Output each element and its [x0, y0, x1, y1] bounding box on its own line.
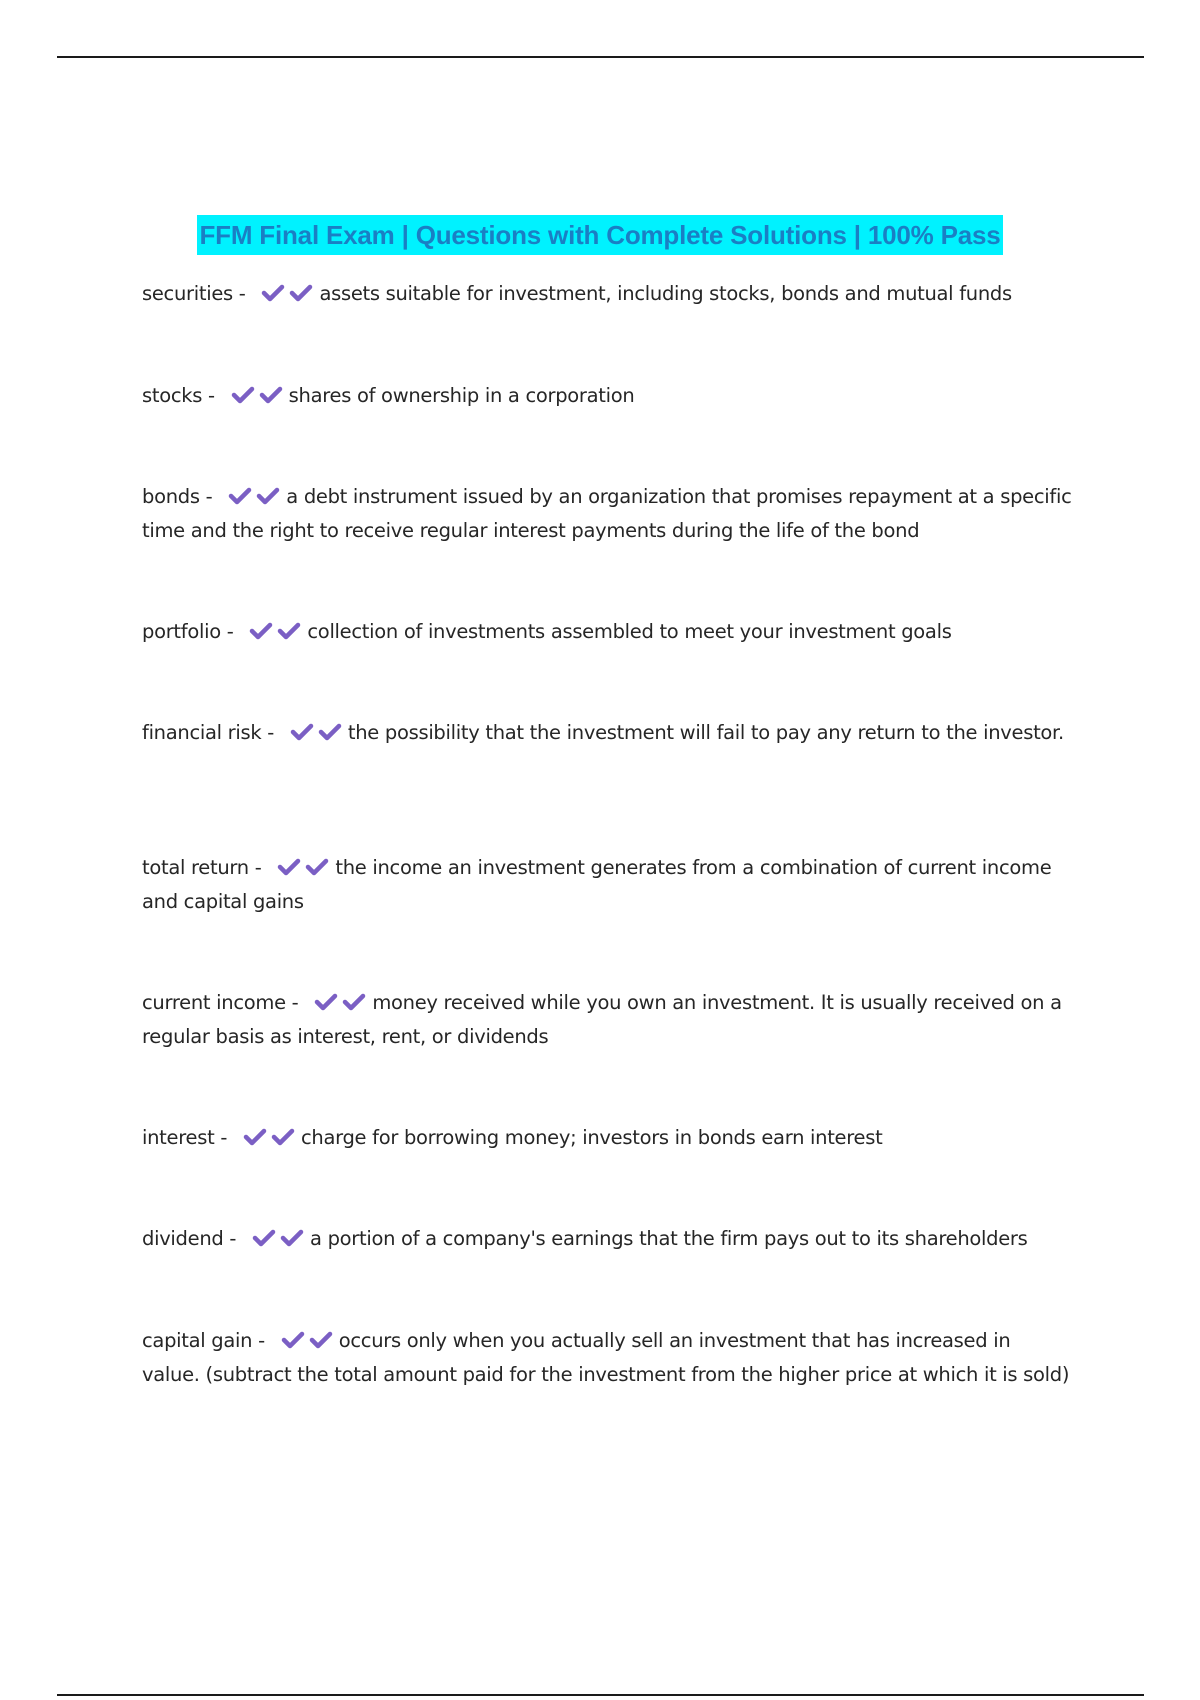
list-item	[142, 1324, 1072, 1392]
check-icon	[287, 283, 315, 303]
check-icon	[259, 283, 287, 303]
check-icon	[316, 722, 344, 742]
term: financial risk	[142, 721, 262, 744]
term: total return	[142, 856, 249, 879]
double-check-icon	[229, 384, 285, 407]
check-icon	[307, 1330, 335, 1350]
separator: -	[199, 485, 219, 508]
check-icon	[250, 1228, 278, 1248]
term: securities	[142, 282, 233, 305]
separator: -	[248, 856, 268, 879]
check-icon	[241, 1127, 269, 1147]
check-icon	[257, 385, 285, 405]
separator: -	[220, 620, 240, 643]
separator: -	[285, 991, 305, 1014]
definition: charge for borrowing money; investors in bonds earn interest	[300, 1126, 883, 1149]
list-item	[142, 1222, 1072, 1256]
term: capital gain	[142, 1329, 253, 1352]
check-icon	[275, 621, 303, 641]
list-item	[142, 480, 1072, 548]
check-icon	[303, 857, 331, 877]
double-check-icon	[259, 282, 315, 305]
definition: occurs only when you actually sell an investment that has increased in value. (subtract the total amount paid for the investment from the higher price at which it is sold)	[142, 1329, 1070, 1386]
check-icon	[254, 486, 282, 506]
list-item	[142, 1121, 1072, 1155]
list-item	[142, 851, 1072, 919]
separator: -	[214, 1126, 233, 1149]
double-check-icon	[312, 991, 368, 1014]
check-icon	[226, 486, 254, 506]
term: dividend	[142, 1227, 224, 1250]
definition: shares of ownership in a corporation	[288, 384, 635, 407]
separator: -	[252, 1329, 271, 1352]
list-item	[142, 986, 1072, 1054]
definition: a debt instrument issued by an organization that promises repayment at a specific time and the right to receive regular interest payments during the life of the bond	[142, 485, 1072, 542]
title-container	[0, 215, 1200, 255]
check-icon	[247, 621, 275, 641]
separator: -	[202, 384, 221, 407]
check-icon	[269, 1127, 297, 1147]
check-icon	[340, 992, 368, 1012]
separator: -	[261, 721, 280, 744]
double-check-icon	[250, 1227, 306, 1250]
check-icon	[288, 722, 316, 742]
term: bonds	[142, 485, 200, 508]
top-rule	[57, 56, 1144, 58]
term: interest	[142, 1126, 215, 1149]
bottom-rule	[57, 1694, 1144, 1696]
check-icon	[275, 857, 303, 877]
definition: assets suitable for investment, including stocks, bonds and mutual funds	[319, 282, 1012, 305]
list-item	[142, 379, 1072, 413]
check-icon	[278, 1228, 306, 1248]
double-check-icon	[288, 721, 344, 744]
double-check-icon	[279, 1329, 335, 1352]
definition: the income an investment generates from a combination of current income and capital gains	[142, 856, 1052, 913]
definition: money received while you own an investment. It is usually received on a regular basis as interest, rent, or dividends	[142, 991, 1062, 1048]
list-item	[142, 277, 1072, 311]
list-item	[142, 716, 1072, 750]
definition: collection of investments assembled to meet your investment goals	[307, 620, 952, 643]
term: portfolio	[142, 620, 221, 643]
separator: -	[223, 1227, 243, 1250]
double-check-icon	[241, 1126, 297, 1149]
check-icon	[312, 992, 340, 1012]
list-item	[142, 615, 1072, 649]
definition: the possibility that the investment will fail to pay any return to the investor.	[347, 721, 1064, 744]
double-check-icon	[247, 620, 303, 643]
double-check-icon	[226, 485, 282, 508]
separator: -	[232, 282, 252, 305]
document-title: FFM Final Exam | Questions with Complete Solutions | 100% Pass	[197, 215, 1002, 255]
definition: a portion of a company's earnings that the firm pays out to its shareholders	[310, 1227, 1028, 1250]
double-check-icon	[275, 856, 331, 879]
term: current income	[142, 991, 286, 1014]
check-icon	[229, 385, 257, 405]
check-icon	[279, 1330, 307, 1350]
term: stocks	[142, 384, 203, 407]
